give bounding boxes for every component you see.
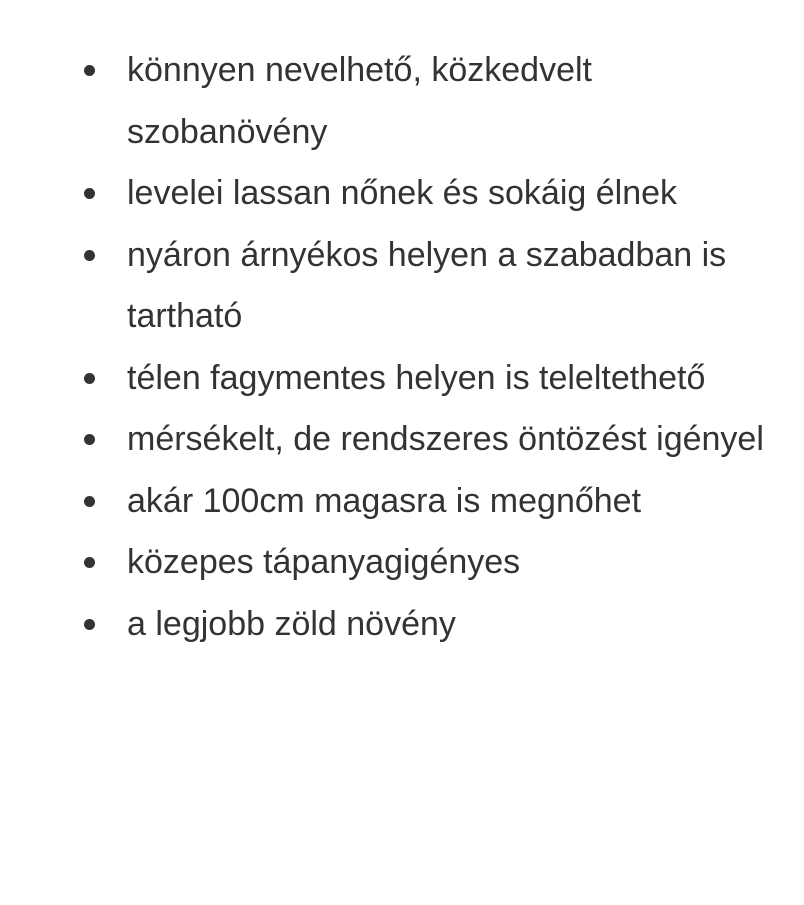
bullet-icon xyxy=(84,496,95,507)
bullet-icon xyxy=(84,619,95,630)
bullet-icon xyxy=(84,373,95,384)
feature-text: a legjobb zöld növény xyxy=(127,604,456,643)
bullet-icon xyxy=(84,250,95,261)
feature-text: közepes tápanyagigényes xyxy=(127,543,521,581)
bullet-icon xyxy=(84,557,95,568)
list-item xyxy=(0,532,804,594)
bullet-icon xyxy=(84,434,95,445)
bullet-icon xyxy=(84,65,95,76)
list-item xyxy=(0,40,804,163)
list-item xyxy=(0,225,804,348)
feature-text: levelei lassan nőnek és sokáig élnek xyxy=(127,174,678,212)
list-item xyxy=(0,163,804,225)
feature-list xyxy=(0,40,804,655)
feature-text: télen fagymentes helyen is teleltethető xyxy=(127,358,706,397)
bullet-icon xyxy=(84,188,95,199)
feature-text: könnyen nevelhető, közkedvelt szobanövény xyxy=(127,51,592,151)
list-item xyxy=(0,594,804,656)
feature-text: akár 100cm magasra is megnőhet xyxy=(127,481,642,520)
feature-text: mérsékelt, de rendszeres öntözést igényel xyxy=(127,420,764,458)
feature-text: nyáron árnyékos helyen a szabadban is tartható xyxy=(127,235,727,335)
list-item xyxy=(0,471,804,533)
list-item xyxy=(0,409,804,471)
list-item xyxy=(0,348,804,410)
